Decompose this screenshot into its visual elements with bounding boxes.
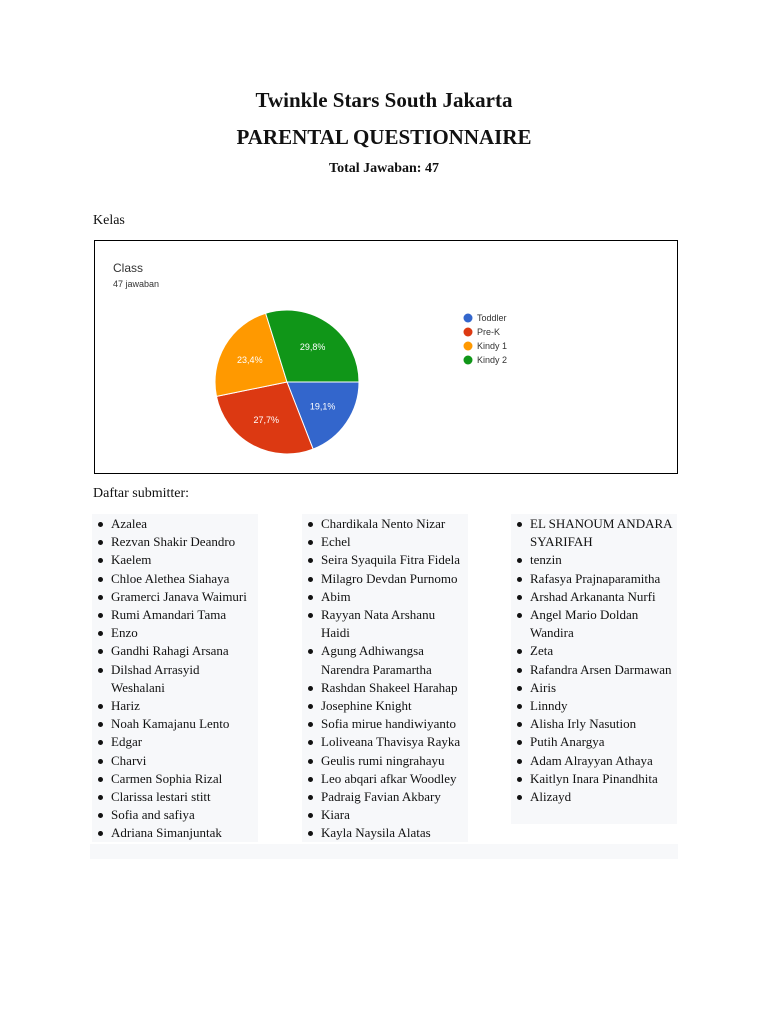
submitter-column-3 xyxy=(513,515,675,806)
pie-slices xyxy=(215,310,359,454)
legend-label: Pre-K xyxy=(477,327,501,337)
legend-swatch xyxy=(464,328,473,337)
kelas-section-label: Kelas xyxy=(93,213,125,228)
submitter-column-1 xyxy=(94,515,256,843)
page-title: PARENTAL QUESTIONNAIRE xyxy=(236,125,532,149)
submitter-item: Alizayd xyxy=(513,788,675,806)
submitter-item: Chloe Alethea Siahaya xyxy=(94,570,256,588)
submitter-item: Sofia and safiya xyxy=(94,806,256,824)
submitter-item: Echel xyxy=(304,533,466,551)
submitter-item: Gandhi Rahagi Arsana xyxy=(94,642,256,660)
submitter-item: Rafandra Arsen Darmawan xyxy=(513,661,675,679)
submitter-item: Arshad Arkananta Nurfi xyxy=(513,588,675,606)
legend-swatch xyxy=(464,342,473,351)
submitter-item: Edgar xyxy=(94,733,256,751)
submitter-item: Adriana Simanjuntak xyxy=(94,824,256,842)
submitter-item: tenzin xyxy=(513,551,675,569)
submitter-item: EL SHANOUM ANDARA SYARIFAH xyxy=(513,515,675,551)
submitter-item: Adam Alrayyan Athaya xyxy=(513,752,675,770)
legend-label: Toddler xyxy=(477,313,507,323)
submitter-item: Seira Syaquila Fitra Fidela xyxy=(304,551,466,569)
submitter-item: Rumi Amandari Tama xyxy=(94,606,256,624)
submitter-item: Chardikala Nento Nizar xyxy=(304,515,466,533)
submitter-item: Geulis rumi ningrahayu xyxy=(304,752,466,770)
submitter-item: Sofia mirue handiwiyanto xyxy=(304,715,466,733)
submitter-item: Airis xyxy=(513,679,675,697)
submitter-item: Kaelem xyxy=(94,551,256,569)
submitter-item: Kayla Naysila Alatas xyxy=(304,824,466,842)
submitter-item: Milagro Devdan Purnomo xyxy=(304,570,466,588)
submitter-item: Enzo xyxy=(94,624,256,642)
pie-slice-label: 27,7% xyxy=(253,414,280,425)
legend-swatch xyxy=(464,356,473,365)
submitter-item: Alisha Irly Nasution xyxy=(513,715,675,733)
submitter-item: Rafasya Prajnaparamitha xyxy=(513,570,675,588)
submitter-item: Dilshad Arrasyid Weshalani xyxy=(94,661,256,697)
submitter-item: Kiara xyxy=(304,806,466,824)
submitter-item: Rayyan Nata Arshanu Haidi xyxy=(304,606,466,642)
chart-legend xyxy=(464,313,508,365)
submitter-item: Angel Mario Doldan Wandira xyxy=(513,606,675,642)
submitter-item: Gramerci Janava Waimuri xyxy=(94,588,256,606)
pie-slice-label: 23,4% xyxy=(237,355,263,366)
submitter-item: Rashdan Shakeel Harahap xyxy=(304,679,466,697)
submitter-item: Rezvan Shakir Deandro xyxy=(94,533,256,551)
submitter-item: Agung Adhiwangsa Narendra Paramartha xyxy=(304,642,466,678)
legend-label: Kindy 1 xyxy=(477,341,508,351)
chart-title: Class xyxy=(113,261,144,275)
submitter-item: Abim xyxy=(304,588,466,606)
legend-swatch xyxy=(464,314,473,323)
submitter-item: Noah Kamajanu Lento xyxy=(94,715,256,733)
submitter-item: Leo abqari afkar Woodley xyxy=(304,770,466,788)
submitter-item: Linndy xyxy=(513,697,675,715)
submitter-item: Clarissa lestari stitt xyxy=(94,788,256,806)
school-name: Twinkle Stars South Jakarta xyxy=(255,88,513,112)
submitter-item: Carmen Sophia Rizal xyxy=(94,770,256,788)
submitter-item: Padraig Favian Akbary xyxy=(304,788,466,806)
submitter-item: Charvi xyxy=(94,752,256,770)
submitter-item: Josephine Knight xyxy=(304,697,466,715)
submitter-item: Zeta xyxy=(513,642,675,660)
legend-label: Kindy 2 xyxy=(477,355,508,365)
submitter-table-footer xyxy=(90,844,678,859)
submitter-item: Kaitlyn Inara Pinandhita xyxy=(513,770,675,788)
pie-slice-label: 29,8% xyxy=(299,342,326,353)
pie-slice-label: 19,1% xyxy=(309,401,336,412)
class-chart-frame xyxy=(94,240,678,474)
submitter-item: Azalea xyxy=(94,515,256,533)
total-responses: Total Jawaban: 47 xyxy=(329,161,439,176)
submitter-column-2 xyxy=(304,515,466,843)
submitter-item: Hariz xyxy=(94,697,256,715)
submitter-section-label: Daftar submitter: xyxy=(93,486,190,501)
chart-subtitle: 47 jawaban xyxy=(113,279,160,289)
submitter-item: Loliveana Thavisya Rayka xyxy=(304,733,466,751)
submitter-item: Putih Anargya xyxy=(513,733,675,751)
class-pie-chart xyxy=(95,241,677,473)
